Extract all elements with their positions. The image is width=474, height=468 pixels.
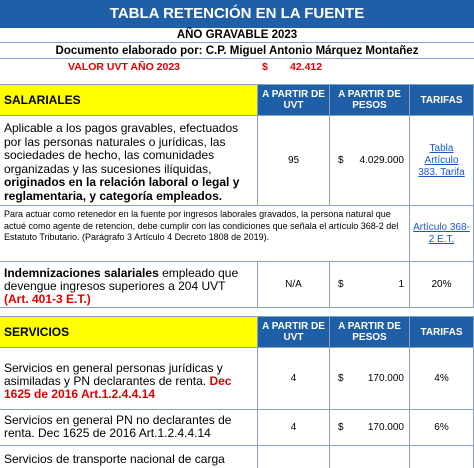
salariales-row-1 xyxy=(0,116,474,206)
servicios-row-2 xyxy=(0,410,474,446)
desc-normal: Aplicable a los pagos gravables, efectuados por las personas naturales o jurídicas, las sociedades de hecho, las comunidades organizadas y las sucesiones ilíquidas, xyxy=(4,121,239,176)
col-header-tarifas-text: TARIFAS xyxy=(420,94,463,106)
uvt-value: 4 xyxy=(290,422,297,433)
tarifa-value: 6% xyxy=(434,422,449,433)
section-label-salariales xyxy=(0,85,258,116)
uvt-currency: $ xyxy=(262,61,268,73)
desc-bold: originados en la relación laboral o legal y reglamentaria, y categoría empleados. xyxy=(4,175,240,203)
currency-symbol: $ xyxy=(338,373,344,384)
col-header-uvt xyxy=(258,317,330,348)
col-header-pesos-text: A PARTIR DE PESOS xyxy=(338,89,401,111)
row-note xyxy=(0,206,410,262)
col-header-uvt xyxy=(258,85,330,116)
row-description xyxy=(0,348,258,410)
col-header-pesos-text: A PARTIR DE PESOS xyxy=(338,321,401,343)
pesos-value: 170.000 xyxy=(367,422,404,433)
desc-red: Dec 1625 de 2016 Art.1.2.4.4.14 xyxy=(4,374,232,401)
pesos-value: 1 xyxy=(398,279,404,290)
desc-red: (Art. 401-3 E.T.) xyxy=(4,292,91,306)
col-header-pesos xyxy=(330,317,410,348)
currency-symbol: $ xyxy=(338,279,344,290)
servicios-header xyxy=(0,316,474,348)
uvt-value: 4 xyxy=(290,373,297,384)
pesos-value: 4.029.000 xyxy=(359,155,404,166)
row-description xyxy=(0,410,258,446)
page-title: TABLA RETENCIÓN EN LA FUENTE xyxy=(109,5,365,22)
pesos-value-cell xyxy=(330,446,410,468)
uvt-value-cell xyxy=(258,410,330,446)
title-band xyxy=(0,0,474,28)
pesos-value-cell xyxy=(330,116,410,206)
author-text: Documento elaborado por: C.P. Miguel Antonio Márquez Montañez xyxy=(55,45,419,57)
note-text: Para actuar como retenedor en la fuente por ingresos laborales gravados, la persona natural que actué como agente de retencion, debe cumplir con las condiciones que señala el artículo 368-2 del Estatuto Tributario. (Parágrafo 3 Artículo 4 Decreto 1808 de 2019). xyxy=(4,209,399,242)
page-subtitle: AÑO GRAVABLE 2023 xyxy=(176,29,298,41)
currency-symbol: $ xyxy=(338,155,344,166)
uvt-value: 95 xyxy=(287,155,300,166)
tarifa-value: 4% xyxy=(434,373,449,384)
tarifa-link[interactable]: Tabla Artículo 383. Tarifa xyxy=(418,142,465,178)
row-description xyxy=(0,116,258,206)
desc-normal: Servicios en general PN no declarantes de renta. Dec 1625 de 2016 Art.1.2.4.4.14 xyxy=(4,413,232,440)
tarifa-cell xyxy=(410,446,474,468)
salariales-row-3 xyxy=(0,262,474,308)
uvt-row xyxy=(0,59,474,76)
col-header-uvt-text: A PARTIR DE UVT xyxy=(262,321,325,343)
salariales-header xyxy=(0,84,474,116)
subtitle-row xyxy=(0,28,474,42)
col-header-tarifas xyxy=(410,85,474,116)
tarifa-cell xyxy=(410,262,474,308)
servicios-row-1 xyxy=(0,348,474,410)
author-row xyxy=(0,42,474,59)
salariales-row-2 xyxy=(0,206,474,262)
tarifa-cell xyxy=(410,410,474,446)
col-header-pesos xyxy=(330,85,410,116)
desc-bold: Indemnizaciones salariales xyxy=(4,266,159,280)
uvt-value: 42.412 xyxy=(290,61,323,73)
tarifa-value: 20% xyxy=(431,279,452,290)
note-link-cell xyxy=(410,206,474,262)
section-label-text: SERVICIOS xyxy=(4,325,70,339)
col-header-tarifas-text: TARIFAS xyxy=(420,326,463,338)
currency-symbol: $ xyxy=(338,422,344,433)
tarifa-cell xyxy=(410,348,474,410)
article-link[interactable]: Artículo 368-2 E.T. xyxy=(413,221,470,245)
pesos-value-cell xyxy=(330,348,410,410)
section-label-servicios xyxy=(0,317,258,348)
uvt-value-cell xyxy=(258,446,330,468)
desc-normal: empleado que devengue ingresos superiores a 204 UVT xyxy=(4,266,239,293)
desc-normal: Servicios en general personas jurídicas y asimiladas y PN declarantes de renta. xyxy=(4,361,223,388)
section-label-text: SALARIALES xyxy=(4,93,81,107)
desc-normal: Servicios de transporte nacional de carga xyxy=(4,452,225,466)
servicios-row-3 xyxy=(0,446,474,468)
pesos-value-cell xyxy=(330,262,410,308)
col-header-tarifas xyxy=(410,317,474,348)
row-description xyxy=(0,262,258,308)
uvt-value: N/A xyxy=(285,279,302,290)
col-header-uvt-text: A PARTIR DE UVT xyxy=(262,89,325,111)
uvt-value-cell xyxy=(258,348,330,410)
uvt-value-cell xyxy=(258,116,330,206)
pesos-value-cell xyxy=(330,410,410,446)
uvt-value-cell xyxy=(258,262,330,308)
tarifa-cell xyxy=(410,116,474,206)
row-description xyxy=(0,446,258,468)
pesos-value: 170.000 xyxy=(367,373,404,384)
uvt-label: VALOR UVT AÑO 2023 xyxy=(68,61,181,73)
